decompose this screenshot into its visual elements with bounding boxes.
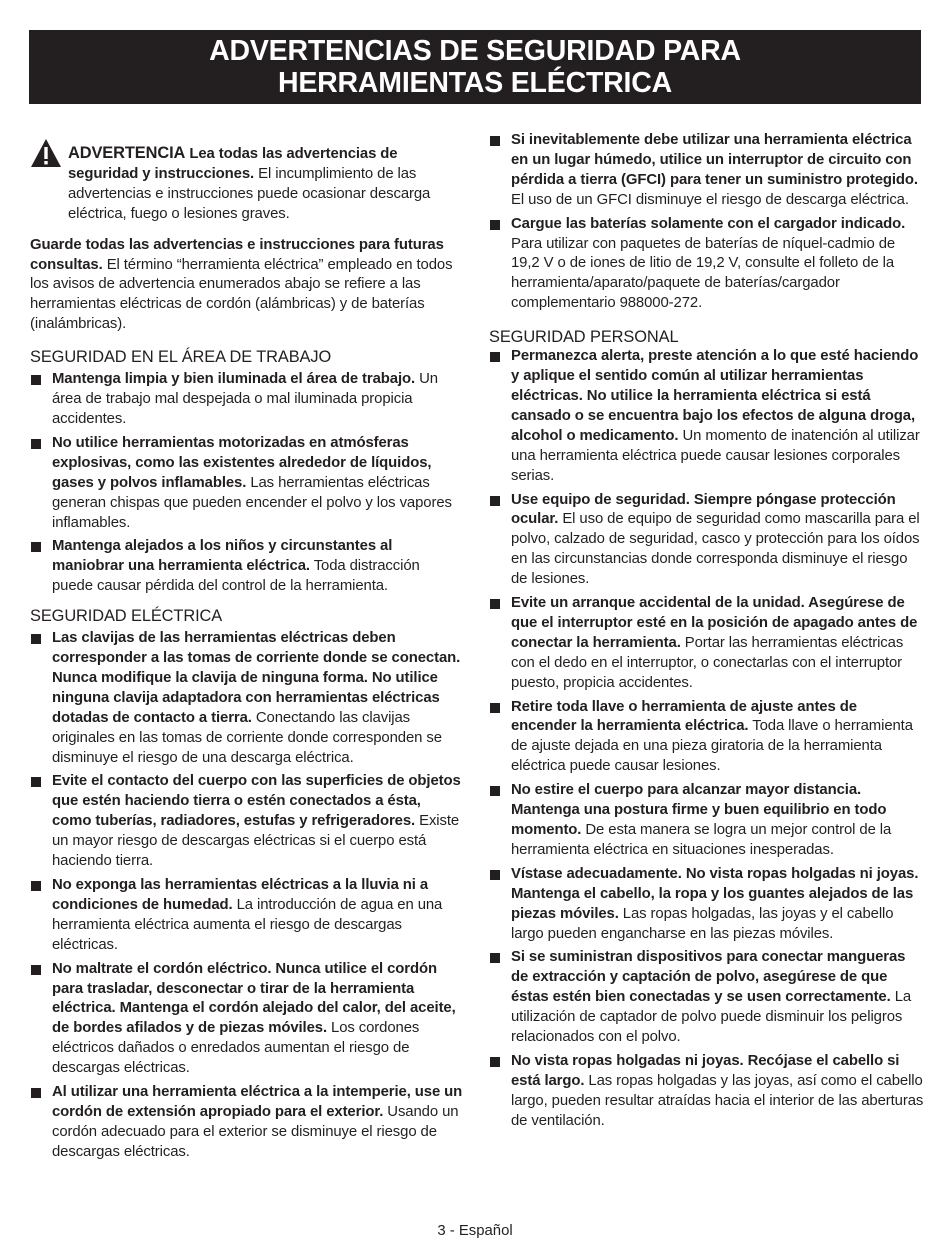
- item-text: Las ropas holgadas, las joyas y el cabello largo pueden engancharse en las piezas móviles.: [511, 905, 894, 942]
- list-item: [30, 537, 464, 597]
- header-title-line-1: ADVERTENCIAS DE SEGURIDAD PARA: [209, 35, 741, 67]
- intro-bold: Guarde todas las advertencias e instrucciones para futuras consultas.: [30, 236, 444, 273]
- item-bold: Mantenga alejados a los niños y circunstantes al maniobrar una herramienta eléctrica.: [52, 538, 393, 575]
- item-text: Un momento de inatención al utilizar una herramienta eléctrica puede causar lesiones corporales serias.: [511, 427, 920, 484]
- list-item: [30, 1083, 464, 1163]
- list-item: [489, 491, 925, 591]
- warning-triangle-icon: [30, 138, 62, 168]
- item-text: Las herramientas eléctricas generan chispas que pueden encender el polvo y los vapores inflamables.: [52, 474, 452, 531]
- list-item: [489, 865, 925, 945]
- list-item: [30, 876, 464, 956]
- item-text: Un área de trabajo mal despejada o mal iluminada propicia accidentes.: [52, 371, 438, 427]
- item-bold: Si se suministran dispositivos para conectar mangueras de extracción y captación de polvo, asegúrese de que éstas estén bien conectadas y se usen correctamente.: [511, 949, 906, 1006]
- item-text: Usando un cordón adecuado para el exterior se disminuye el riesgo de descargas eléctricas.: [52, 1103, 459, 1160]
- item-bold: Mantenga limpia y bien iluminada el área de trabajo.: [52, 371, 416, 388]
- item-bold: No exponga las herramientas eléctricas a la lluvia ni a condiciones de humedad.: [52, 877, 429, 913]
- item-text: La introducción de agua en una herramienta eléctrica aumenta el riesgo de descargas eléctricas.: [52, 896, 443, 953]
- item-bold: Permanezca alerta, preste atención a lo que esté haciendo y aplique el sentido común al utilizar herramientas eléctricas. No utilice la herramienta eléctrica si está cansado o se encuentra bajo los efectos de alguna droga, alcohol o medicamento.: [511, 348, 919, 444]
- item-bold: No utilice herramientas motorizadas en atmósferas explosivas, como las existentes alrededor de líquidos, gases y polvos inflamables.: [52, 434, 432, 491]
- list-item: [489, 1052, 925, 1132]
- list-item: [489, 781, 925, 861]
- item-text: Existe un mayor riesgo de descargas eléctricas si el cuerpo está haciendo tierra.: [52, 813, 460, 870]
- item-bold: No vista ropas holgadas ni joyas. Recójase el cabello si está largo.: [511, 1052, 900, 1089]
- work-area-list: [30, 370, 464, 597]
- list-item: [489, 698, 925, 778]
- item-text: Las ropas holgadas y las joyas, así como el cabello largo, pueden resultar atraídas hacia el interior de las aberturas de ventilación.: [511, 1072, 924, 1129]
- warning-block: [30, 144, 464, 225]
- item-bold: Las clavijas de las herramientas eléctricas deben corresponder a las tomas de corriente donde se conectan. Nunca modifique la clavija de ninguna forma. No utilice ninguna clavija adaptadora con herramientas eléctricas dotadas de contacto a tierra.: [52, 630, 461, 726]
- intro-text: El término “herramienta eléctrica” empleado en todos los avisos de advertencia enumerados abajo se refiere a las herramientas eléctricas de cordón (alámbricas) y de baterías (inalámbricas).: [30, 256, 453, 333]
- electrical-list: [30, 629, 464, 1163]
- section-title-personal: SEGURIDAD PERSONAL: [489, 328, 679, 347]
- item-bold: Vístase adecuadamente. No vista ropas holgadas ni joyas. Mantenga el cabello, la ropa y los guantes alejados de las piezas móviles.: [511, 865, 919, 922]
- list-item: [489, 594, 925, 694]
- item-text: Portar las herramientas eléctricas con el dedo en el interruptor, o conectarlas con el interruptor puesto, propicia accidentes.: [511, 634, 904, 691]
- header-title-line-2: HERRAMIENTAS ELÉCTRICA: [277, 67, 673, 99]
- electrical-list-continued: [489, 131, 925, 314]
- item-bold: Use equipo de seguridad. Siempre póngase protección ocular.: [511, 491, 896, 528]
- item-text: El uso de un GFCI disminuye el riesgo de descarga eléctrica.: [511, 191, 909, 208]
- item-bold: Si inevitablemente debe utilizar una herramienta eléctrica en un lugar húmedo, utilice un interruptor de circuito con pérdida a tierra (GFCI) para tener un suministro protegido.: [511, 132, 918, 188]
- item-text: Para utilizar con paquetes de baterías de níquel-cadmio de 19,2 V o de iones de litio de 19,2 V, consulte el folleto de la herramienta/aparato/paquete de baterías/cargador complementario 988000-272.: [511, 235, 896, 312]
- warning-text: El incumplimiento de las advertencias e instrucciones puede ocasionar descarga eléctrica, fuego o lesiones graves.: [68, 165, 431, 222]
- section-title-electrical: SEGURIDAD ELÉCTRICA: [30, 607, 223, 626]
- list-item: [30, 370, 464, 430]
- item-text: Toda llave o herramienta de ajuste dejada en una pieza giratoria de la herramienta eléctrica puede causar lesiones.: [511, 718, 913, 775]
- section-title-work-area: SEGURIDAD EN EL ÁREA DE TRABAJO: [30, 348, 332, 367]
- item-bold: No estire el cuerpo para alcanzar mayor distancia. Mantenga una postura firme y buen equilibrio en todo momento.: [511, 782, 887, 838]
- list-item: [489, 347, 925, 486]
- list-item: [30, 772, 464, 872]
- personal-list: [489, 347, 925, 1131]
- left-column: [30, 128, 464, 1163]
- list-item: [30, 960, 464, 1079]
- item-bold: Evite el contacto del cuerpo con las superficies de objetos que estén haciendo tierra o estén conectados a ésta, como tuberías, radiadores, estufas y refrigeradores.: [52, 773, 461, 830]
- list-item: [489, 948, 925, 1048]
- item-bold: Evite un arranque accidental de la unidad. Asegúrese de que el interruptor esté en la posición de apagado antes de conectar la herramienta.: [511, 595, 918, 651]
- list-item: [489, 131, 925, 211]
- list-item: [30, 434, 464, 534]
- item-text: Conectando las clavijas originales en las tomas de corriente donde corresponden se disminuye el riesgo de una descarga eléctrica.: [52, 709, 442, 766]
- right-column: [489, 131, 925, 1132]
- warning-bold: Lea todas las advertencias de seguridad y instrucciones.: [68, 146, 398, 182]
- list-item: [30, 629, 464, 768]
- item-text: La utilización de captador de polvo puede disminuir los peligros relacionados con el polvo.: [511, 989, 912, 1046]
- list-item: [489, 215, 925, 315]
- item-text: De esta manera se logra un mejor control de la herramienta eléctrica en situaciones inesperadas.: [511, 822, 892, 858]
- page-number: 3 - Español: [437, 1223, 513, 1239]
- item-bold: Cargue las baterías solamente con el cargador indicado.: [511, 215, 906, 232]
- intro-paragraph: [30, 236, 464, 336]
- item-text: Los cordones eléctricos dañados o enredados aumentan el riesgo de descargas eléctricas.: [52, 1020, 420, 1077]
- header-banner: [29, 30, 921, 104]
- item-bold: Retire toda llave o herramienta de ajuste antes de encender la herramienta eléctrica.: [511, 698, 857, 735]
- item-text: Toda distracción puede causar pérdida del control de la herramienta.: [52, 558, 420, 595]
- item-text: El uso de equipo de seguridad como mascarilla para el polvo, calzado de seguridad, casco y protección para los oídos en las circunstancias donde corresponda disminuye el riesgo de lesiones.: [511, 511, 920, 588]
- warning-word: ADVERTENCIA: [68, 144, 186, 162]
- item-bold: Al utilizar una herramienta eléctrica a la intemperie, use un cordón de extensión apropiado para el exterior.: [52, 1084, 463, 1120]
- item-bold: No maltrate el cordón eléctrico. Nunca utilice el cordón para trasladar, desconectar o tirar de la herramienta eléctrica. Mantenga el cordón alejado del calor, del aceite, de bordes afilados y de piezas móviles.: [52, 960, 456, 1037]
